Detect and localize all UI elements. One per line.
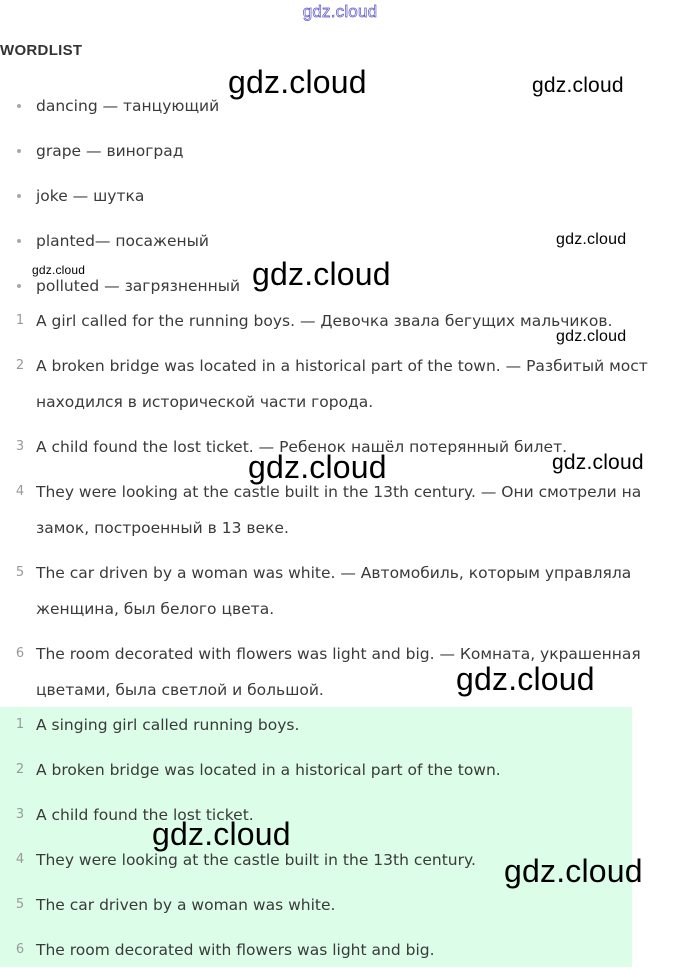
- item-number: 2: [15, 762, 25, 777]
- answers-box: [0, 707, 632, 967]
- item-number: 5: [15, 565, 25, 580]
- bullet-dot-icon: [17, 239, 21, 243]
- item-number: 5: [15, 897, 25, 912]
- watermark: gdz.cloud: [252, 256, 391, 292]
- answer-text: A child found the lost ticket.: [36, 806, 254, 824]
- answer-text: A singing girl called running boys.: [36, 716, 300, 734]
- bullet-dot-icon: [17, 194, 21, 198]
- item-number: 4: [15, 484, 25, 499]
- item-number: 6: [15, 646, 25, 661]
- wordlist-entry: planted— посаженый: [36, 232, 209, 250]
- translation-text: The room decorated with flowers was light and big. — Комната, украшенная цветами, была светлой и большой.: [36, 645, 641, 699]
- wordlist-entry: dancing — танцующий: [36, 97, 220, 115]
- bullet-dot-icon: [17, 149, 21, 153]
- watermark: gdz.cloud: [152, 816, 291, 852]
- watermark: gdz.cloud: [556, 328, 627, 345]
- item-number: 1: [15, 717, 25, 732]
- item-number: 3: [15, 807, 25, 822]
- translation-text: A broken bridge was located in a historical part of the town. — Разбитый мост находился в исторической части города.: [36, 357, 648, 411]
- wordlist-entry: polluted — загрязненный: [36, 277, 241, 295]
- watermark: gdz.cloud: [248, 449, 387, 485]
- watermark: gdz.cloud: [32, 263, 86, 277]
- translation-text: A girl called for the running boys. — Девочка звала бегущих мальчиков.: [36, 312, 613, 330]
- item-number: 2: [15, 358, 25, 373]
- answer-text: The car driven by a woman was white.: [36, 896, 336, 914]
- answer-text: A broken bridge was located in a historical part of the town.: [36, 761, 501, 779]
- watermark: gdz.cloud: [532, 74, 624, 97]
- watermark: gdz.cloud: [556, 231, 627, 248]
- answer-text: The room decorated with flowers was light and big.: [36, 941, 435, 959]
- bullet-dot-icon: [17, 104, 21, 108]
- translation-text: The car driven by a woman was white. — Автомобиль, которым управляла женщина, был белого цвета.: [36, 564, 632, 618]
- wordlist-heading: WORDLIST: [0, 42, 83, 59]
- top-watermark: gdz.cloud: [302, 2, 378, 21]
- item-number: 6: [15, 942, 25, 957]
- item-number: 4: [15, 852, 25, 867]
- answer-text: They were looking at the castle built in the 13th century.: [36, 851, 476, 869]
- translation-text: A child found the lost ticket. — Ребенок нашёл потерянный билет.: [36, 438, 568, 456]
- watermark: gdz.cloud: [504, 853, 643, 889]
- item-number: 1: [15, 313, 25, 328]
- watermark: gdz.cloud: [456, 661, 595, 697]
- bullet-dot-icon: [17, 284, 21, 288]
- watermark: gdz.cloud: [228, 64, 367, 100]
- translation-text: They were looking at the castle built in the 13th century. — Они смотрели на замок, построенный в 13 веке.: [36, 483, 642, 537]
- watermark: gdz.cloud: [552, 451, 644, 474]
- wordlist-entry: grape — виноград: [36, 142, 184, 160]
- wordlist-entry: joke — шутка: [36, 187, 145, 205]
- item-number: 3: [15, 439, 25, 454]
